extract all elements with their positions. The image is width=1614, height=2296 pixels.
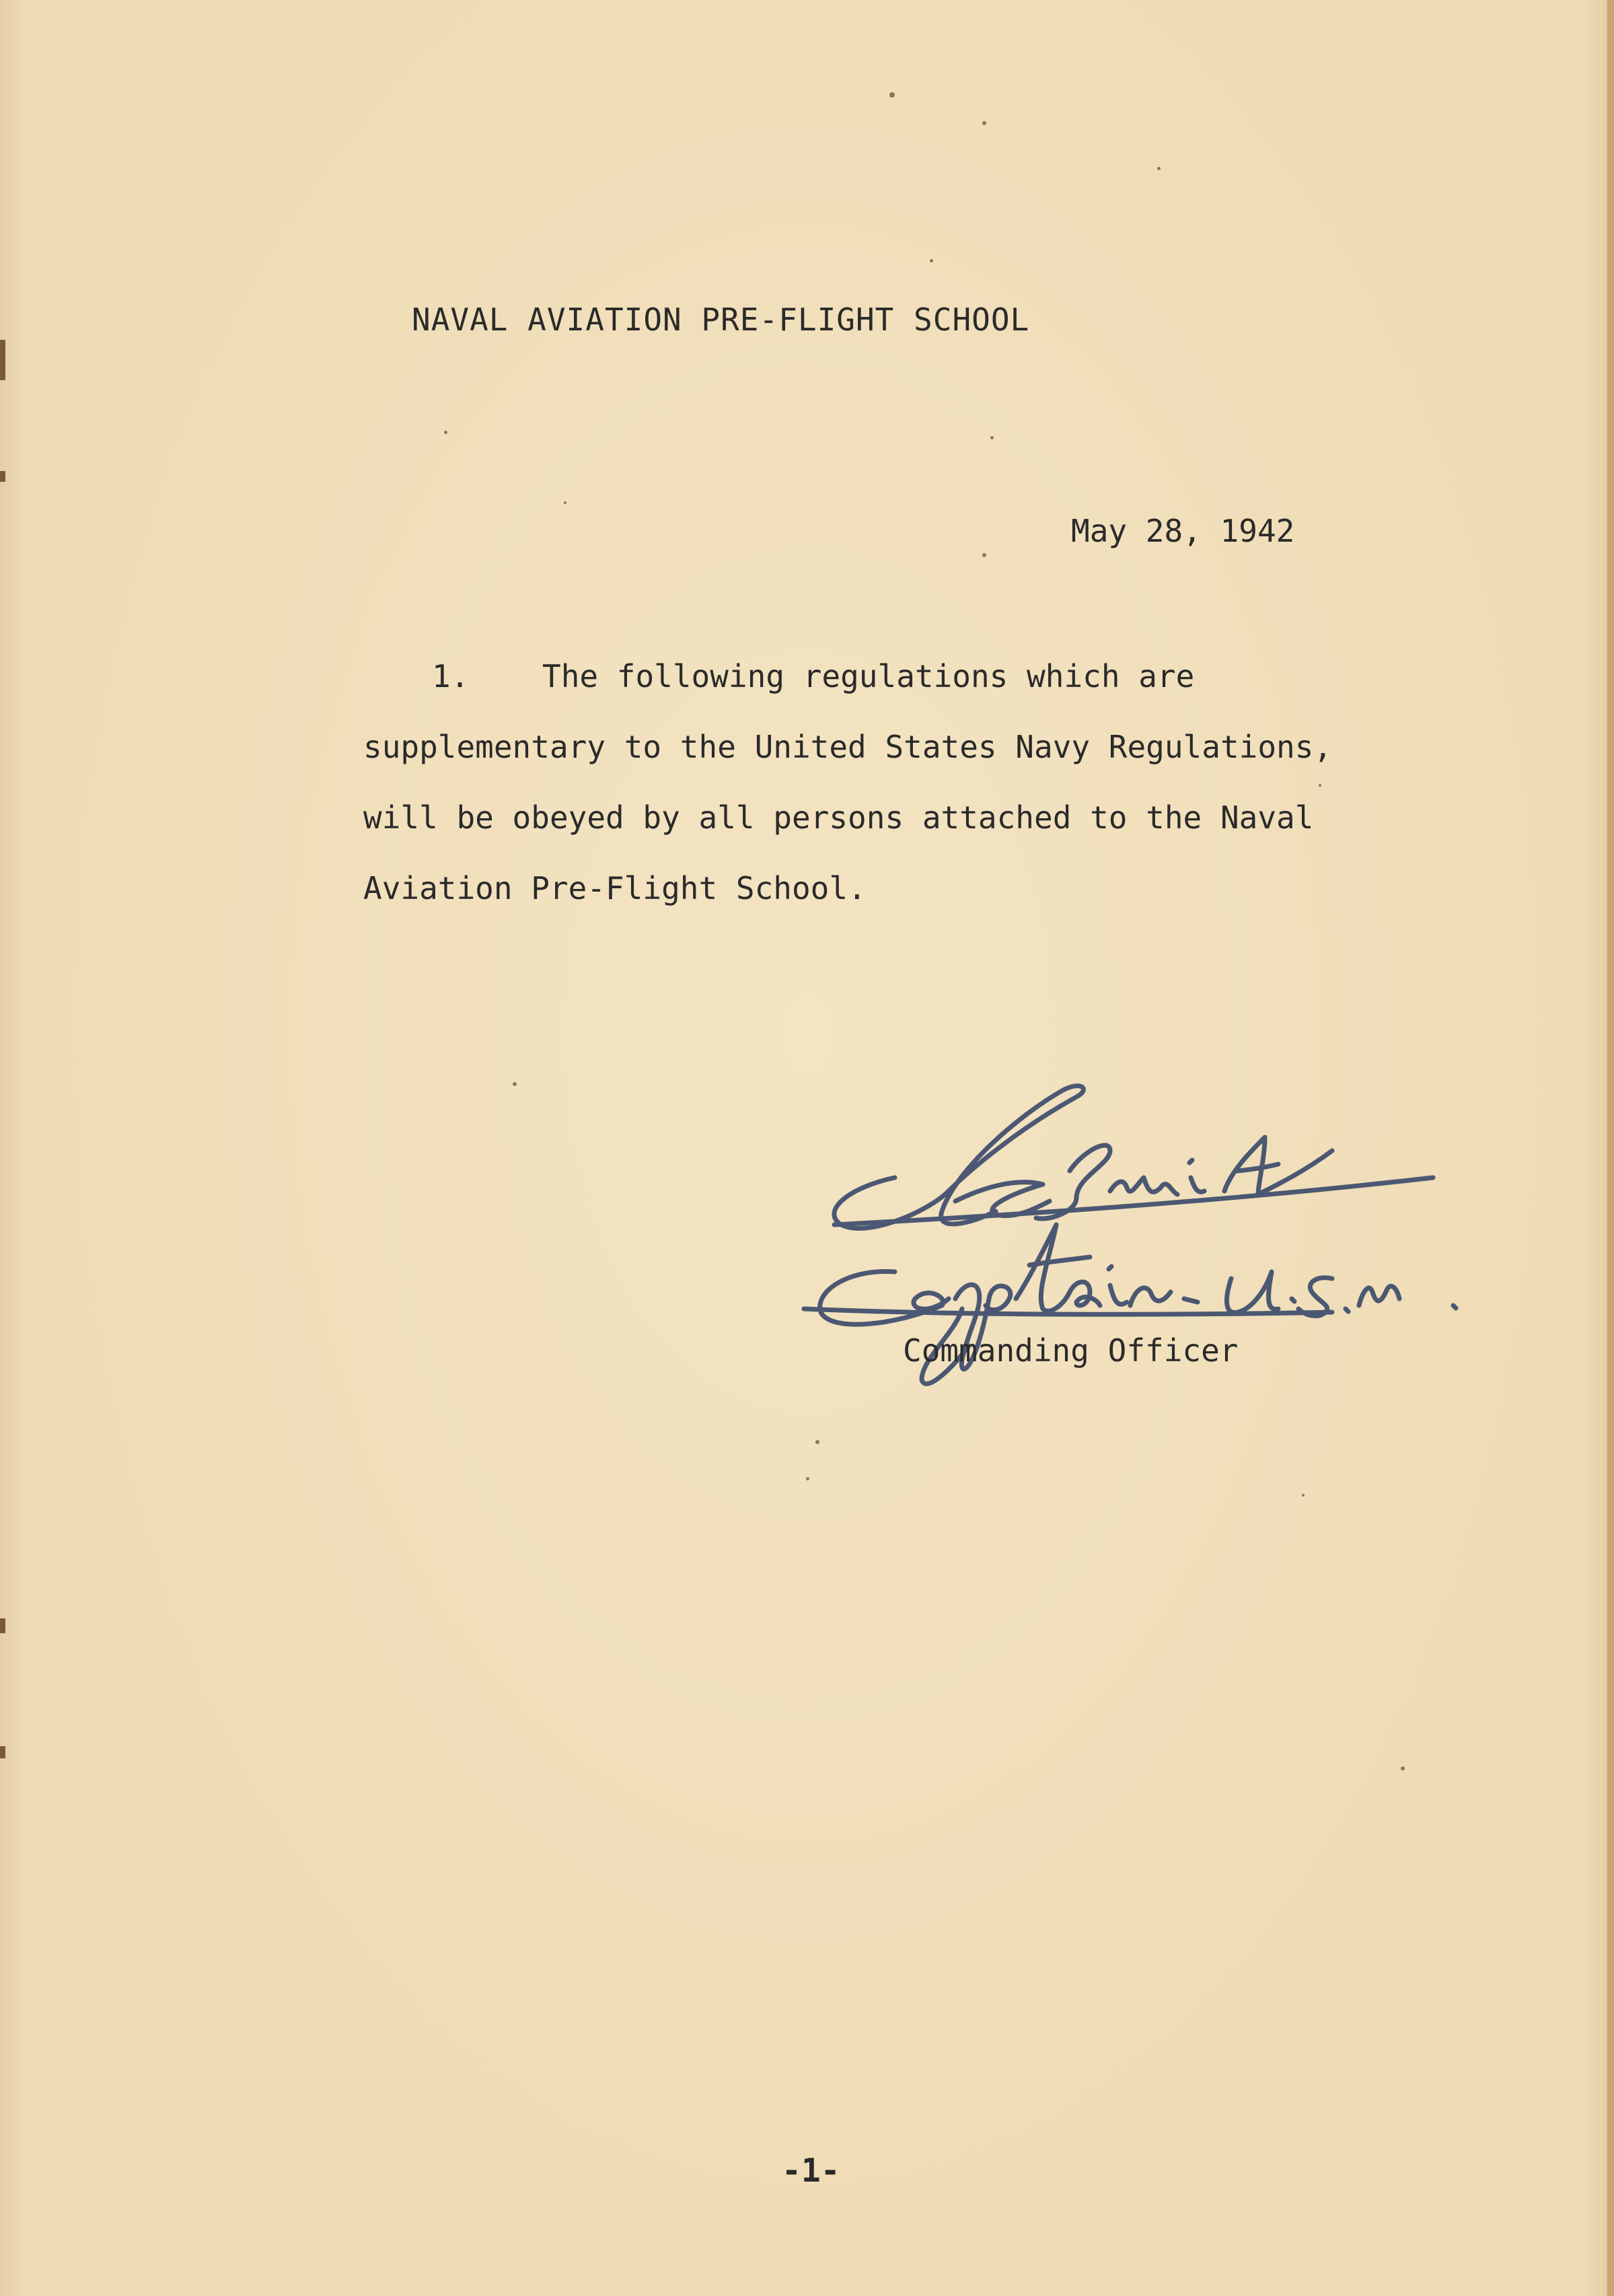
paragraph-line: supplementary to the United States Navy Regulations, xyxy=(363,729,1333,765)
paper-speck xyxy=(1302,1494,1305,1497)
document-heading: NAVAL AVIATION PRE-FLIGHT SCHOOL xyxy=(412,301,1030,338)
paper-speck xyxy=(806,1477,809,1480)
paper-speck xyxy=(513,1082,517,1086)
paragraph-number: 1. xyxy=(432,658,470,694)
paper-speck xyxy=(982,121,986,125)
page-number: -1- xyxy=(782,2152,840,2190)
paper-speck xyxy=(564,501,566,504)
paper-speck xyxy=(930,259,933,262)
page-edge xyxy=(1607,0,1614,2296)
binding-mark xyxy=(0,1618,5,1633)
paper-speck xyxy=(982,553,986,557)
paper-speck xyxy=(1157,167,1161,170)
paragraph-line: will be obeyed by all persons attached to the Naval xyxy=(363,799,1314,836)
paragraph-line: Aviation Pre-Flight School. xyxy=(363,870,867,906)
paragraph-line: The following regulations which are xyxy=(542,658,1195,694)
binding-mark xyxy=(0,1746,5,1758)
paper-speck xyxy=(889,92,895,98)
document-date: May 28, 1942 xyxy=(1071,513,1295,549)
paper-speck xyxy=(1401,1766,1405,1770)
paper-speck xyxy=(815,1440,819,1444)
binding-mark xyxy=(0,471,5,482)
signature-title: Commanding Officer xyxy=(903,1332,1239,1369)
paper-speck xyxy=(990,436,994,439)
paper-speck xyxy=(444,431,447,434)
binding-mark xyxy=(0,340,5,380)
paper-speck xyxy=(1319,784,1321,787)
